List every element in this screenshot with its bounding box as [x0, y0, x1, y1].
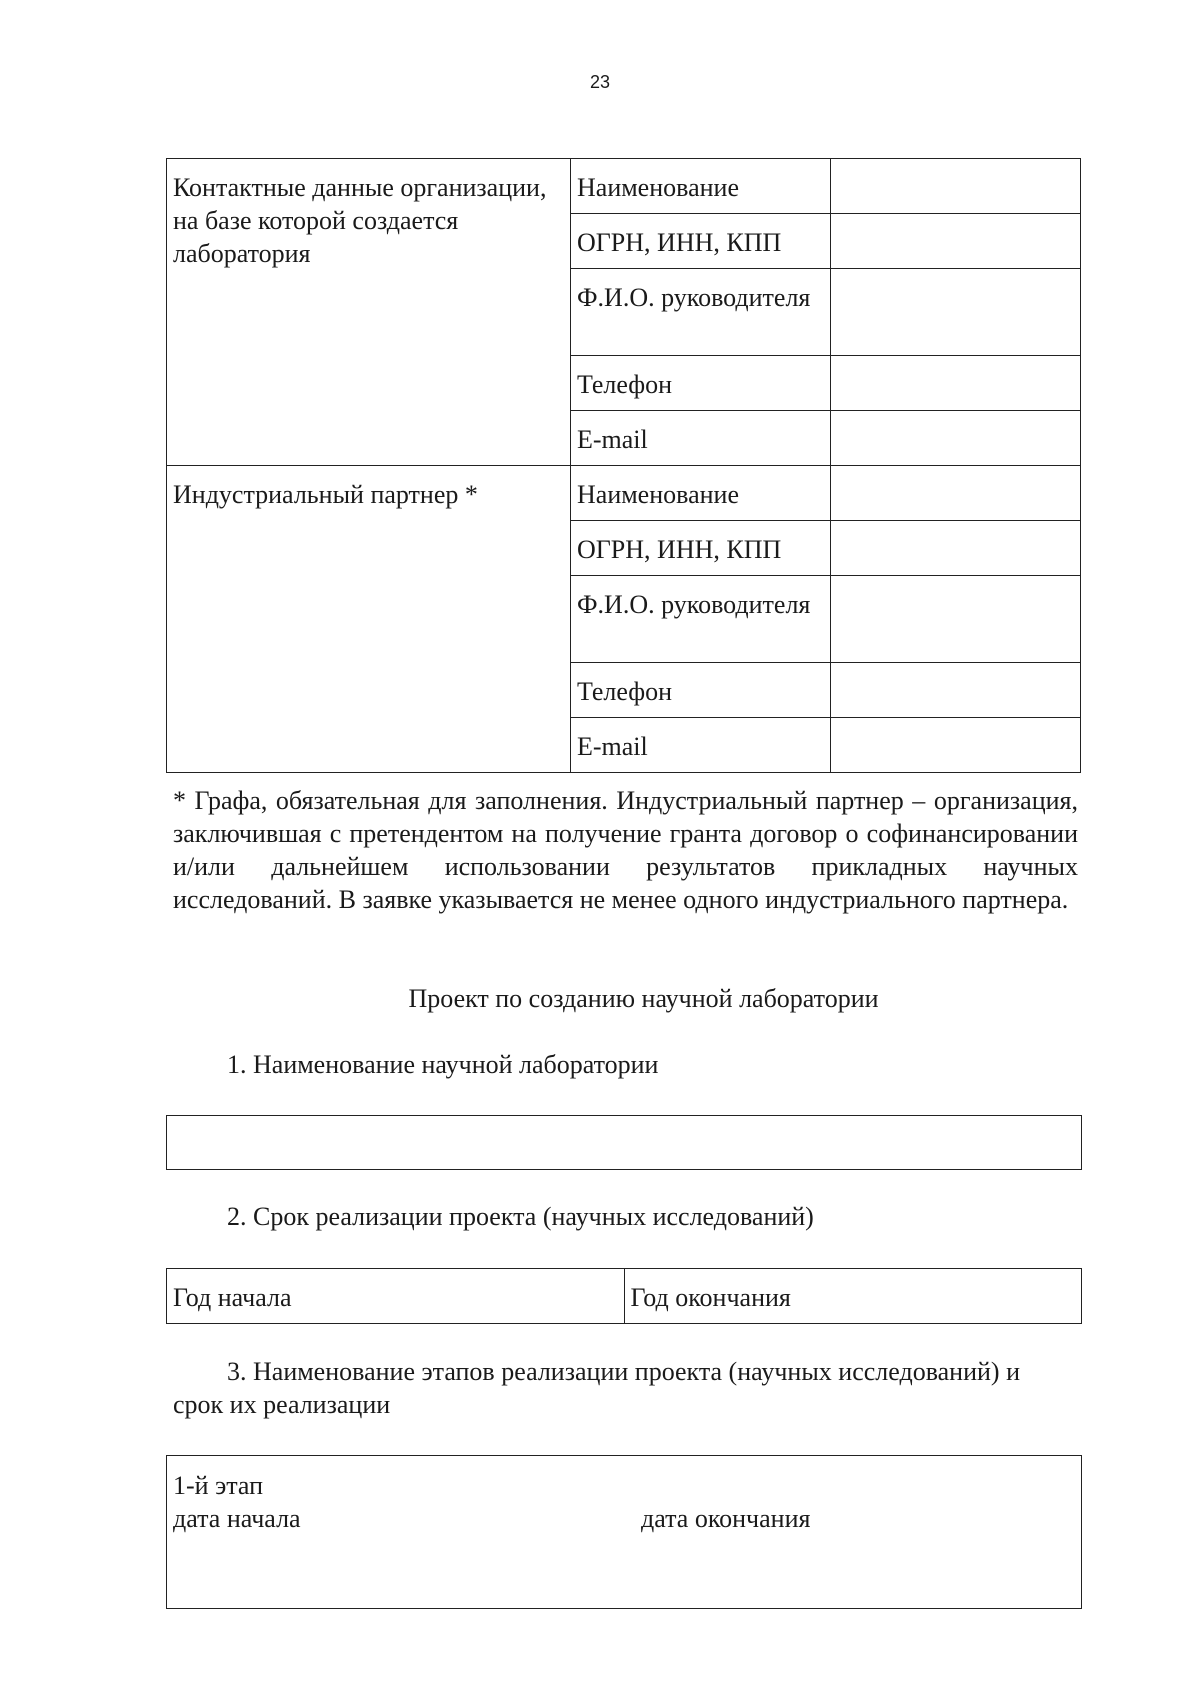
table-row — [167, 159, 1081, 214]
table-row — [167, 466, 1081, 521]
footnote: * Графа, обязательная для заполнения. Индустриальный партнер – организация, заключившая с претендентом на получение гранта договор о софинансировании и/или дальнейшем использовании результатов прикладных научных исследований. В заявке указывается не менее одного индустриального партнера. — [173, 786, 1078, 914]
stage-end-date-label: дата окончания — [641, 1504, 811, 1533]
field-label-email: E-mail — [571, 718, 831, 773]
field-value-cell[interactable] — [831, 356, 1081, 411]
field-value-cell[interactable] — [831, 466, 1081, 521]
field-label-head-name: Ф.И.О. руководителя — [571, 269, 831, 356]
section-stages-heading-continued: срок их реализации — [173, 1390, 391, 1419]
organization-contacts-label: Контактные данные организации, на базе которой создается лаборатория — [167, 159, 571, 466]
field-value-cell[interactable] — [831, 411, 1081, 466]
page-number: 23 — [589, 72, 611, 92]
table-row — [167, 1269, 1082, 1324]
section-lab-name-heading: 1. Наименование научной лаборатории — [227, 1050, 659, 1079]
field-label-phone: Телефон — [571, 663, 831, 718]
field-label-registration: ОГРН, ИНН, КПП — [571, 521, 831, 576]
field-value-cell[interactable] — [831, 214, 1081, 269]
end-year-cell[interactable]: Год окончания — [624, 1269, 1082, 1324]
stage-title: 1-й этап — [173, 1471, 264, 1500]
term-table — [166, 1268, 1082, 1324]
field-value-cell[interactable] — [831, 269, 1081, 356]
field-label-registration: ОГРН, ИНН, КПП — [571, 214, 831, 269]
field-label-name: Наименование — [571, 159, 831, 214]
field-label-head-name: Ф.И.О. руководителя — [571, 576, 831, 663]
start-year-cell[interactable]: Год начала — [167, 1269, 625, 1324]
field-value-cell[interactable] — [831, 718, 1081, 773]
field-value-cell[interactable] — [831, 576, 1081, 663]
lab-name-field[interactable] — [166, 1115, 1082, 1170]
stage-1-box[interactable] — [166, 1455, 1082, 1609]
section-term-heading: 2. Срок реализации проекта (научных исследований) — [227, 1202, 814, 1231]
field-value-cell[interactable] — [831, 663, 1081, 718]
field-value-cell[interactable] — [831, 521, 1081, 576]
field-label-phone: Телефон — [571, 356, 831, 411]
stage-start-date-label: дата начала — [173, 1504, 301, 1533]
project-heading: Проект по созданию научной лаборатории — [408, 984, 879, 1013]
industrial-partner-label: Индустриальный партнер * — [167, 466, 571, 773]
contacts-table — [166, 158, 1081, 773]
field-label-email: E-mail — [571, 411, 831, 466]
field-value-cell[interactable] — [831, 159, 1081, 214]
section-stages-heading: 3. Наименование этапов реализации проекта (научных исследований) и — [227, 1357, 1020, 1386]
field-label-name: Наименование — [571, 466, 831, 521]
